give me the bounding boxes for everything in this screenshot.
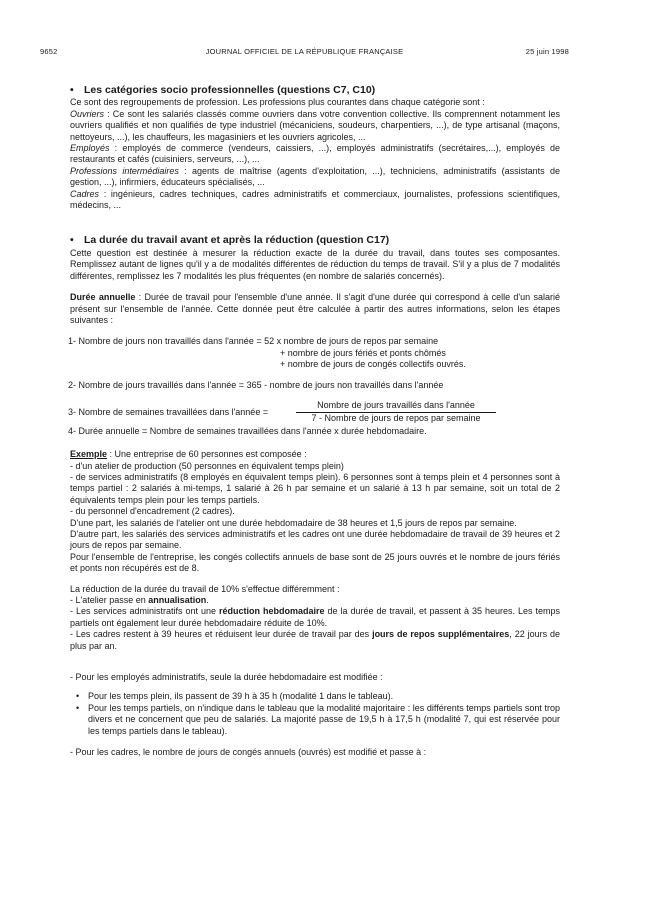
step-text: + nombre de jours fériés et ponts chômés (280, 348, 446, 359)
term: Durée annuelle (70, 292, 136, 303)
journal-title: JOURNAL OFFICIEL DE LA RÉPUBLIQUE FRANÇAISE (205, 47, 404, 56)
list-item: • Pour les temps partiels, on n'indique dans le tableau que la modalité majoritaire : les différents temps partiels sont trop divers et ne concernent que peu de salariés. La majorité passe de 19,5 h à 17,5 h (modalité 7, qui est réservée pour les temps partiels dans le tableau). (88, 703, 560, 737)
formula-step-1 (68, 336, 560, 372)
bullet-list (70, 691, 560, 737)
formula-steps (68, 336, 560, 437)
formula-step-3 (68, 400, 560, 426)
step-text: + nombre de jours de congés collectifs ouvrés. (280, 359, 466, 370)
term: Employés (70, 143, 110, 154)
bullet-icon: • (70, 84, 74, 96)
emphasis: réduction hebdomadaire (219, 606, 325, 617)
paragraph (70, 606, 560, 629)
paragraph: - Pour les employés administratifs, seule la durée hebdomadaire est modifiée : (70, 672, 383, 683)
paragraph: Cette question est destinée à mesurer la réduction exacte de la durée du travail, dans toutes ses composantes. Remplissez autant de lignes qu'il y a de modalités différentes de réduction du temps de travail. S'il y a plus de 7 modalités différentes, remplissez les 7 modalités les plus fréquentes (en nombre de salariés concernés). (70, 247, 560, 281)
document-body (70, 85, 560, 758)
section-duree (70, 235, 560, 758)
section-title-text: La durée du travail avant et après la réduction (question C17) (84, 234, 390, 247)
text: - L'atelier passe en (70, 595, 149, 605)
formula-step-2: 2- Nombre de jours travaillés dans l'année = 365 - nombre de jours non travaillés dans l'année (68, 380, 444, 391)
term: Cadres (70, 188, 100, 199)
paragraph (70, 189, 560, 212)
fraction-denominator: 7 - Nombre de jours de repos par semaine (311, 413, 481, 424)
paragraph: - d'un atelier de production (50 personnes en équivalent temps plein) (70, 460, 344, 471)
text: . (206, 595, 209, 605)
text: - Les services administratifs ont une (70, 606, 219, 617)
paragraph (70, 143, 560, 166)
paragraph: - de services administratifs (8 employés en équivalent temps plein). 6 personnes sont à temps plein et 4 personnes sont à temps partiel : 2 salariés à mi-temps, 1 salarié à 26 h par semaine et un salarié à 13 h par semaine, soit un total de 2 équivalents temps plein pour les temps partiels. (70, 471, 560, 505)
paragraph (70, 292, 560, 326)
text: : Durée de travail pour l'ensemble d'une année. Il s'agit d'une durée qui correspond à celle d'un salarié présent sur l'ensemble de l'année. Cette donnée peut être calculée à partir des autres informations, selon les étapes suivantes : (70, 292, 560, 325)
section-title (70, 235, 560, 246)
paragraph (70, 166, 560, 189)
section-categories (70, 85, 560, 211)
paragraph: D'une part, les salariés de l'atelier ont une durée hebdomadaire de 38 heures et 1,5 jours de repos par semaine. (70, 517, 517, 528)
paragraph: Ce sont des regroupements de profession. Les professions plus courantes dans chaque catégorie sont : (70, 97, 485, 108)
paragraph (70, 595, 560, 606)
step-text: 1- Nombre de jours non travaillés dans l'année = 52 x nombre de jours de repos par semaine (68, 336, 439, 347)
paragraph (70, 629, 560, 652)
text: : employés de commerce (vendeurs, caissiers, ...), employés administratifs (secrétaires,...), employés de restaurants et cafés (cuisiniers, serveurs, ...), ... (70, 143, 560, 165)
formula-step-4: 4- Durée annuelle = Nombre de semaines travaillées dans l'année x durée hebdomadaire. (68, 425, 427, 436)
emphasis: jours de repos supplémentaires (372, 629, 510, 640)
paragraph: D'autre part, les salariés des services administratifs et les cadres ont une durée hebdomadaire de travail de 39 heures et 2 jours de repos par semaine. (70, 528, 560, 551)
fraction-numerator: Nombre de jours travaillés dans l'année (296, 400, 496, 413)
section-title (70, 85, 560, 96)
text: de la durée de travail, et passent à 35 heures. Les temps partiels ont également leur durée hebdomadaire réduite de 10%. (70, 606, 561, 628)
text: : agents de maîtrise (agents d'exploitation, ...), techniciens, administratifs (assistants de gestion, ...), infirmiers, éducateurs spécialisés, ... (70, 165, 560, 188)
paragraph (70, 109, 560, 143)
term: Ouvriers (70, 108, 105, 119)
text: : ingénieurs, cadres techniques, cadres administratifs et commerciaux, journalistes, professions scientifiques, médecins, ... (70, 188, 560, 211)
text: : Ce sont les salariés classés comme ouvriers dans votre convention collective. Ils comprennent notamment les ouvriers qualifiés et non qualifiés de type industriel (mécaniciens, soudeurs, charpentiers, ...), de type artisanal (maçons, nettoyeurs, ...), les chauffeurs, les magasiniers et les ouvriers agricoles, ... (70, 108, 560, 142)
fraction (296, 400, 496, 425)
term: Professions intermédiaires (70, 165, 179, 176)
paragraph: - du personnel d'encadrement (2 cadres). (70, 506, 235, 517)
section-title-text: Les catégories socio professionnelles (questions C7, C10) (84, 84, 376, 96)
page-number: 9652 (40, 47, 58, 56)
text: : Une entreprise de 60 personnes est composée : (107, 449, 307, 460)
emphasis: annualisation (148, 595, 207, 605)
text: - Les cadres restent à 39 heures et réduisent leur durée de travail par des (70, 629, 373, 640)
term: Exemple (70, 449, 108, 460)
bullet-icon: • (70, 234, 74, 247)
text: , 22 jours de plus par an. (70, 629, 561, 651)
paragraph: - Pour les cadres, le nombre de jours de congés annuels (ouvrés) est modifié et passe à : (70, 747, 427, 758)
paragraph (70, 449, 560, 460)
paragraph: La réduction de la durée du travail de 10% s'effectue différemment : (70, 583, 340, 594)
paragraph: Pour l'ensemble de l'entreprise, les congés collectifs annuels de base sont de 25 jours ouvrés et le nombre de jours fériés et ponts non récupérés est de 8. (70, 551, 560, 574)
list-item: • Pour les temps plein, ils passent de 39 h à 35 h (modalité 1 dans le tableau). (88, 691, 560, 702)
step-text: 3- Nombre de semaines travaillées dans l'année = (68, 406, 269, 417)
publication-date: 25 juin 1998 (525, 47, 569, 56)
